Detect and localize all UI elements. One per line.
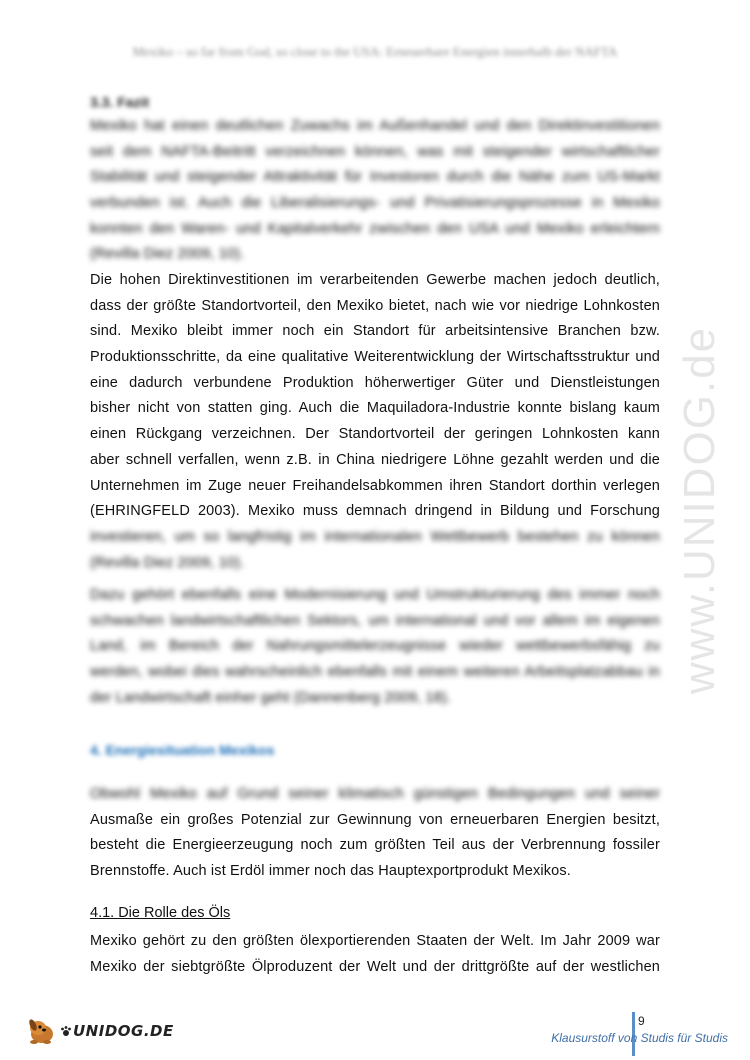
text-line: Land, im Bereich der Nahrungsmittelerzeugnisse wieder wettbewerbsfähig zu [90,638,660,655]
text-line: eine dadurch verbundene Produktion höherwertiger Güter und Dienstleistungen [90,374,660,391]
footer-tagline: Klausurstoff von Studis für Studis [551,1031,728,1045]
text-line: Unternehmen im Zuge neuer Freihandelsabkommen ihren Standort dorthin verlegen [90,477,660,494]
text-line: dass der größte Standortvorteil, den Mexiko bietet, nach wie vor niedrige Lohnkosten [90,297,660,314]
paragraph-fazit-3 [90,583,660,711]
text-line: aber schnell verfallen, wenn z.B. in China niedrigere Löhne gezahlt werden und die [90,451,660,468]
text-line: (Revilla Diez 2009, 10). [90,554,245,571]
text-line: bisher nicht von statten ging. Auch die Maquiladora-Industrie konnte bislang kaum [90,400,660,417]
text-line: (EHRINGFELD 2003). Mexiko muss demnach dringend in Bildung und Forschung [90,503,660,520]
text-line: Produktionsschritte, da eine qualitative Weiterentwicklung der Wirtschaftsstruktur und [90,349,660,366]
paragraph-oel [90,929,660,980]
watermark-text: www.UNIDOG.de [675,325,725,695]
text-line: verbunden ist. Auch die Liberalisierungs- und Privatisierungsprozesse in Mexiko [90,195,660,212]
unidog-logo [24,1014,174,1048]
watermark [660,280,740,740]
subsection-heading-oel: 4.1. Die Rolle des Öls [90,905,231,921]
paragraph-energie [90,782,660,885]
text-line: Ausmaße ein großes Potenzial zur Gewinnung von erneuerbaren Energien besitzt, [90,811,660,828]
text-line: einen Rückgang verzeichnen. Der Standortvorteil der geringen Lohnkosten kann [90,426,660,443]
text-line: investieren, um so langfristig im internationalen Wettbewerb bestehen zu können [90,528,660,545]
text-line: Brennstoffe. Auch ist Erdöl immer noch das Hauptexportprodukt Mexikos. [90,863,571,880]
text-line: Die hohen Direktinvestitionen im verarbeitenden Gewerbe machen jedoch deutlich, [90,272,660,288]
section-heading-energie: 4. Energiesituation Mexikos [90,742,275,758]
section-heading-fazit: 3.3. Fazit [90,94,150,110]
running-header: Mexiko – so far from God, so close to the USA: Erneuerbare Energien innerhalb der NAFTA [132,44,618,59]
text-line: besteht die Energieerzeugung noch zum größten Teil aus der Verbrennung fossiler [90,837,660,854]
dog-mascot-icon [24,1016,58,1046]
text-line: konnten den Waren- und Kapitalverkehr zwischen den USA und Mexiko erleichtern [90,220,660,237]
text-line: sind. Mexiko bleibt immer noch ein Standort für arbeitsintensive Branchen bzw. [90,323,660,340]
text-line: der Landwirtschaft einher geht (Dannenberg 2009, 18). [90,689,452,706]
text-line: Stabilität und steigender Attraktivität für Investoren durch die Nähe zum US-Markt [90,169,660,186]
page-number: 9 [638,1014,645,1028]
text-line: Obwohl Mexiko auf Grund seiner klimatisch günstigen Bedingungen und seiner [90,786,660,802]
paragraph-fazit-2 [90,268,660,576]
text-line: werden, wobei dies wahrscheinlich ebenfalls mit einem weiteren Arbeitsplatzabbau in [90,664,660,681]
text-line: (Revilla Diez 2009, 10). [90,246,245,263]
text-line: Mexiko gehört zu den größten ölexportierenden Staaten der Welt. Im Jahr 2009 war [90,933,660,949]
text-line: Mexiko der siebtgrößte Ölproduzent der Welt und der drittgrößte auf der westlichen [90,958,660,975]
text-line: Mexiko hat einen deutlichen Zuwachs im Außenhandel und den Direktinvestitionen [90,118,660,134]
logo-text: UNIDOG.DE [73,1022,174,1040]
text-line: Dazu gehört ebenfalls eine Modernisierung und Umstrukturierung des immer noch [90,587,660,603]
paw-icon [60,1025,72,1037]
text-line: schwachen landwirtschaftlichen Sektors, um international und vor allem im eigenen [90,612,660,629]
paragraph-fazit-1 [90,114,660,268]
text-line: seit dem NAFTA-Beitritt verzeichnen können, was mit steigender wirtschaftlicher [90,143,660,160]
